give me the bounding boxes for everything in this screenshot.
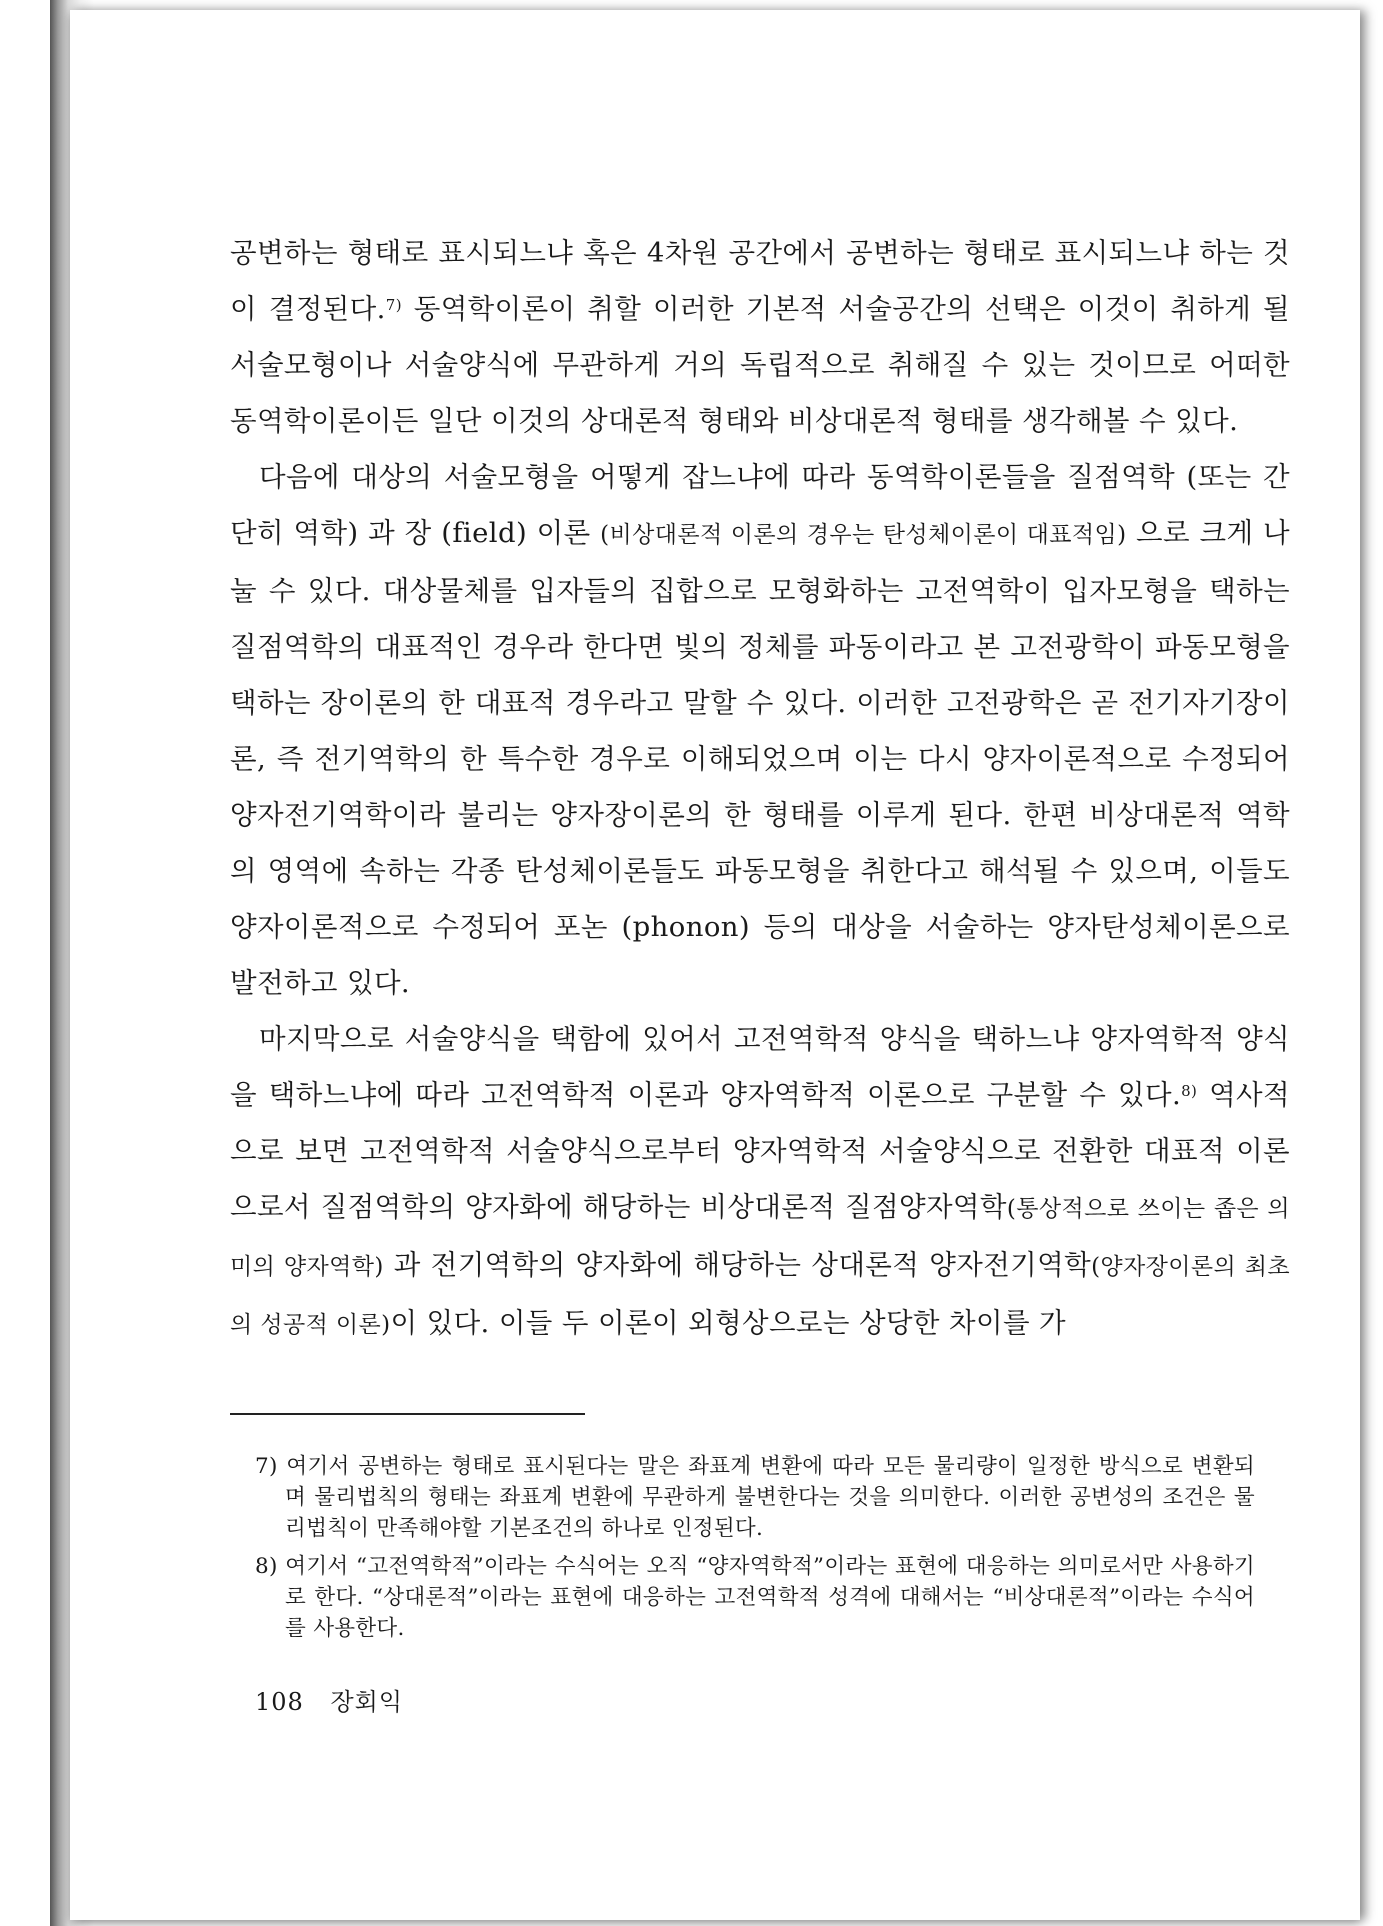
paragraph-1 [230, 225, 1290, 449]
paragraph-3-text-a: 마지막으로 서술양식을 택함에 있어서 고전역학적 양식을 택하느냐 양자역학적 양식을 택하느냐에 따라 고전역학적 이론과 양자역학적 이론으로 구분할 수 있다. [230, 1023, 1290, 1111]
paragraph-3 [230, 1011, 1290, 1353]
paragraph-2-aside: (비상대론적 이론의 경우는 탄성체이론이 대표적임) [600, 522, 1127, 548]
paragraph-3-text-d: 이 있다. 이들 두 이론이 외형상으로는 상당한 차이를 가 [390, 1307, 1067, 1339]
paragraph-2 [230, 449, 1290, 1011]
footnote-ref-8: 8) [1181, 1082, 1198, 1100]
footnote-ref-7: 7) [385, 296, 402, 314]
paragraph-3-aside-2: (양자장이론의 최초의 성공적 이론) [230, 1254, 1290, 1338]
paragraph-1-rest: 동역학이론이 취할 이러한 기본적 서술공간의 선택은 이것이 취하게 될 서술모형이나 서술양식에 무관하게 거의 독립적으로 취해질 수 있는 것이므로 어떠한 동역학이론이든 일단 이것의 상대론적 형태와 비상대론적 형태를 생각해볼 수 있다. [230, 293, 1290, 437]
page-content [230, 225, 1290, 1717]
footnote-8: 8) 여기서 “고전역학적”이라는 수식어는 오직 “양자역학적”이라는 표현에 대응하는 의미로서만 사용하기로 한다. “상대론적”이라는 표현에 대응하는 고전역학적 성격에 대해서는 “비상대론적”이라는 수식어를 사용한다. [255, 1554, 1255, 1641]
page-number: 108 [255, 1688, 304, 1716]
page-footer [230, 1682, 1290, 1717]
paragraph-2-text-b: 으로 크게 나눌 수 있다. 대상물체를 입자들의 집합으로 모형화하는 고전역학이 입자모형을 택하는 질점역학의 대표적인 경우라 한다면 빛의 정체를 파동이라고 본 고전광학이 파동모형을 택하는 장이론의 한 대표적 경우라고 말할 수 있다. 이러한 고전광학은 곧 전기자기장이론, 즉 전기역학의 한 특수한 경우로 이해되었으며 이는 다시 양자이론적으로 수정되어 양자전기역학이라 불리는 양자장이론의 한 형태를 이루게 된다. 한편 비상대론적 역학의 영역에 속하는 각종 탄성체이론들도 파동모형을 취한다고 해석될 수 있으며, 이들도 양자이론적으로 수정되어 포논 (phonon) 등의 대상을 서술하는 양자탄성체이론으로 발전하고 있다. [230, 517, 1290, 999]
book-page [70, 10, 1360, 1920]
paragraph-1-text: 공변하는 형태로 표시되느냐 혹은 4차원 공간에서 공변하는 형태로 표시되느냐 하는 것이 결정된다. [230, 237, 1290, 325]
paragraph-3-text-c: 과 전기역학의 양자화에 해당하는 상대론적 양자전기역학 [383, 1249, 1092, 1281]
footnote-7: 7) 여기서 공변하는 형태로 표시된다는 말은 좌표계 변환에 따라 모든 물리량이 일정한 방식으로 변환되며 물리법칙의 형태는 좌표계 변환에 무관하게 불변한다는 것을 의미한다. 이러한 공변성의 조건은 물리법칙이 만족해야할 기본조건의 하나로 인정된다. [255, 1454, 1255, 1541]
footnote-divider [230, 1413, 585, 1415]
paragraph-2-text-a: 다음에 대상의 서술모형을 어떻게 잡느냐에 따라 동역학이론들을 질점역학 (또는 간단히 역학) 과 장 (field) 이론 [230, 461, 1290, 549]
running-author: 장회익 [330, 1688, 404, 1716]
paragraph-3-text-b: 역사적으로 보면 고전역학적 서술양식으로부터 양자역학적 서술양식으로 전환한 대표적 이론으로서 질점역학의 양자화에 해당하는 비상대론적 질점양자역학 [230, 1079, 1290, 1223]
footnotes [230, 1451, 1255, 1644]
paragraph-3-aside-1: (통상적으로 쓰이는 좁은 의미의 양자역학) [230, 1196, 1290, 1280]
